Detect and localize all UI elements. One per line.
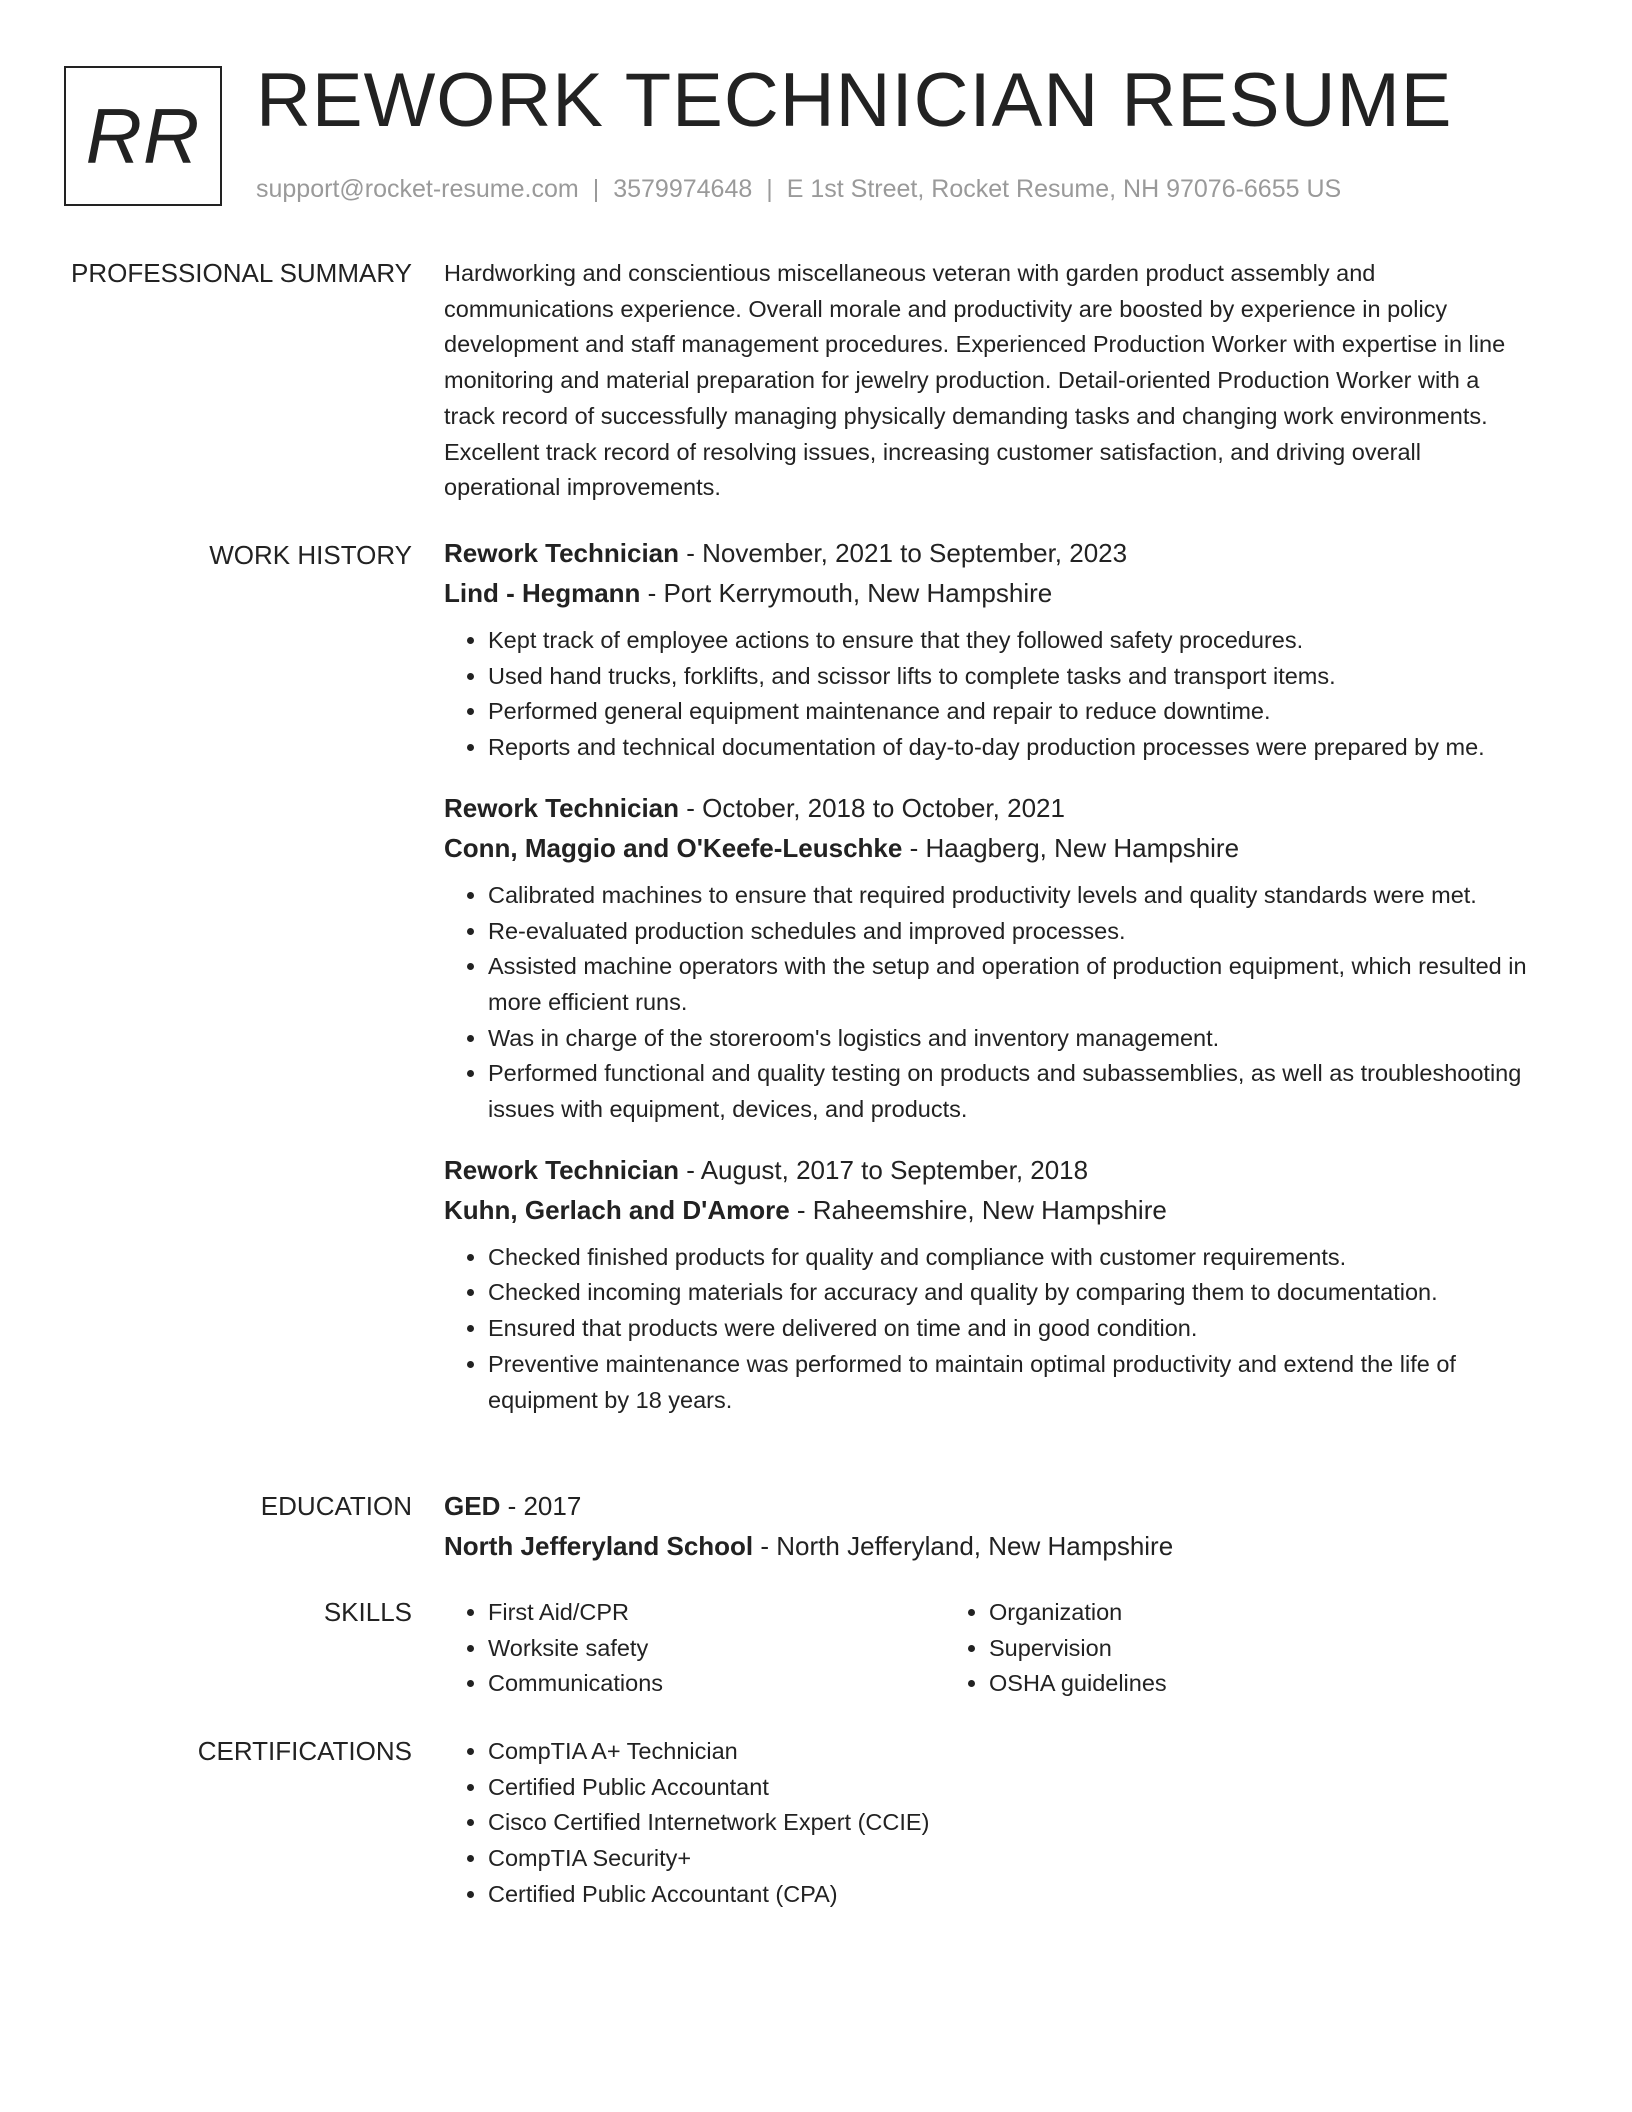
- job-title: Rework Technician: [444, 538, 680, 568]
- job-entry: [444, 788, 1534, 1128]
- contact-phone[interactable]: 3579974648: [613, 175, 753, 203]
- job-title-line: [444, 533, 1534, 573]
- skills-heading: SKILLS: [323, 1597, 412, 1627]
- monogram-logo: RR: [64, 66, 222, 206]
- summary-text: Hardworking and conscientious miscellaneous veteran with garden product assembly and communications experience. Overall morale and productivity are boosted by experience in policy development and staff management procedures. Experienced Production Worker with expertise in line monitoring and material preparation for jewelry production. Detail-oriented Production Worker with a track record of successfully managing physically demanding tasks and changing work environments. Excellent track record of resolving issues, increasing customer satisfaction, and driving overall operational improvements.: [444, 260, 1506, 501]
- list-item: • Cisco Certified Internetwork Expert (CCIE): [488, 1805, 1534, 1841]
- education-degree: GED: [444, 1491, 501, 1521]
- job-entry: [444, 1150, 1534, 1419]
- summary-heading: PROFESSIONAL SUMMARY: [71, 258, 412, 288]
- contact-line: [256, 172, 1341, 206]
- job-title-line: [444, 1150, 1534, 1190]
- job-company: Conn, Maggio and O'Keefe-Leuschke: [444, 832, 903, 863]
- job-duties-list: [444, 623, 1534, 766]
- education-location: - North Jefferyland, New Hampshire: [753, 1531, 1174, 1561]
- job-dates: - October, 2018 to October, 2021: [679, 792, 1065, 823]
- list-item: • Supervision: [989, 1631, 1446, 1667]
- list-item: • Calibrated machines to ensure that required productivity levels and quality standards were met.: [488, 878, 1534, 914]
- list-item: • Communications: [488, 1666, 945, 1702]
- list-item: • CompTIA Security+: [488, 1841, 1534, 1877]
- job-title: Rework Technician: [444, 792, 680, 823]
- list-item: • Kept track of employee actions to ensure that they followed safety procedures.: [488, 623, 1534, 659]
- list-item: • Was in charge of the storeroom's logistics and inventory management.: [488, 1021, 1534, 1057]
- job-location: - Port Kerrymouth, New Hampshire: [640, 578, 1053, 608]
- list-item: • Certified Public Accountant (CPA): [488, 1877, 1534, 1913]
- list-item: • Re-evaluated production schedules and improved processes.: [488, 914, 1534, 950]
- list-item: • Assisted machine operators with the setup and operation of production equipment, which resulted in more efficient runs.: [488, 949, 1534, 1020]
- job-duties-list: [444, 878, 1534, 1128]
- contact-email[interactable]: support@rocket-resume.com: [256, 175, 579, 203]
- certifications-body: [444, 1734, 1534, 1913]
- certifications-heading: CERTIFICATIONS: [197, 1736, 412, 1766]
- skills-columns: [444, 1595, 1534, 1702]
- job-company: Kuhn, Gerlach and D'Amore: [444, 1194, 790, 1225]
- list-item: • Checked incoming materials for accuracy and quality by comparing them to documentation.: [488, 1275, 1534, 1311]
- list-item: • Worksite safety: [488, 1631, 945, 1667]
- contact-separator: |: [592, 175, 600, 203]
- education-heading: EDUCATION: [260, 1491, 412, 1521]
- page-title: REWORK TECHNICIAN RESUME: [256, 58, 1453, 143]
- skills-list: [444, 1595, 945, 1702]
- job-company-line: [444, 573, 1534, 613]
- education-degree-line: [444, 1486, 1534, 1526]
- job-company: Lind - Hegmann: [444, 578, 641, 608]
- list-item: • Preventive maintenance was performed to maintain optimal productivity and extend the life of equipment by 18 years.: [488, 1347, 1534, 1418]
- job-entry: [444, 533, 1534, 766]
- list-item: • OSHA guidelines: [989, 1666, 1446, 1702]
- education-school: North Jefferyland School: [444, 1531, 754, 1561]
- job-company-line: [444, 828, 1534, 868]
- list-item: • Organization: [989, 1595, 1446, 1631]
- list-item: • Performed functional and quality testing on products and subassemblies, as well as troubleshooting issues with equipment, devices, and products.: [488, 1056, 1534, 1127]
- list-item: • CompTIA A+ Technician: [488, 1734, 1534, 1770]
- job-dates: - November, 2021 to September, 2023: [679, 538, 1128, 568]
- list-item: • First Aid/CPR: [488, 1595, 945, 1631]
- skills-list: [945, 1595, 1446, 1702]
- list-item: • Certified Public Accountant: [488, 1770, 1534, 1806]
- certifications-list: [444, 1734, 1534, 1913]
- job-location: - Haagberg, New Hampshire: [902, 832, 1240, 863]
- job-title: Rework Technician: [444, 1154, 680, 1185]
- list-item: • Reports and technical documentation of day-to-day production processes were prepared by me.: [488, 730, 1534, 766]
- education-school-line: [444, 1526, 1534, 1566]
- summary-body: [444, 256, 1534, 506]
- work-history-heading: WORK HISTORY: [209, 540, 412, 570]
- list-item: • Checked finished products for quality and compliance with customer requirements.: [488, 1240, 1534, 1276]
- list-item: • Performed general equipment maintenance and repair to reduce downtime.: [488, 694, 1534, 730]
- job-title-line: [444, 788, 1534, 828]
- work-history-body: [444, 533, 1534, 1440]
- contact-address: E 1st Street, Rocket Resume, NH 97076-6655 US: [786, 175, 1342, 203]
- contact-separator: |: [766, 175, 773, 203]
- education-year: - 2017: [500, 1491, 582, 1521]
- job-company-line: [444, 1190, 1534, 1230]
- job-dates: - August, 2017 to September, 2018: [679, 1154, 1089, 1185]
- list-item: • Used hand trucks, forklifts, and scissor lifts to complete tasks and transport items.: [488, 659, 1534, 695]
- job-duties-list: [444, 1240, 1534, 1419]
- education-body: [444, 1486, 1534, 1566]
- job-location: - Raheemshire, New Hampshire: [789, 1194, 1167, 1225]
- skills-body: [444, 1595, 1534, 1702]
- list-item: • Ensured that products were delivered on time and in good condition.: [488, 1311, 1534, 1347]
